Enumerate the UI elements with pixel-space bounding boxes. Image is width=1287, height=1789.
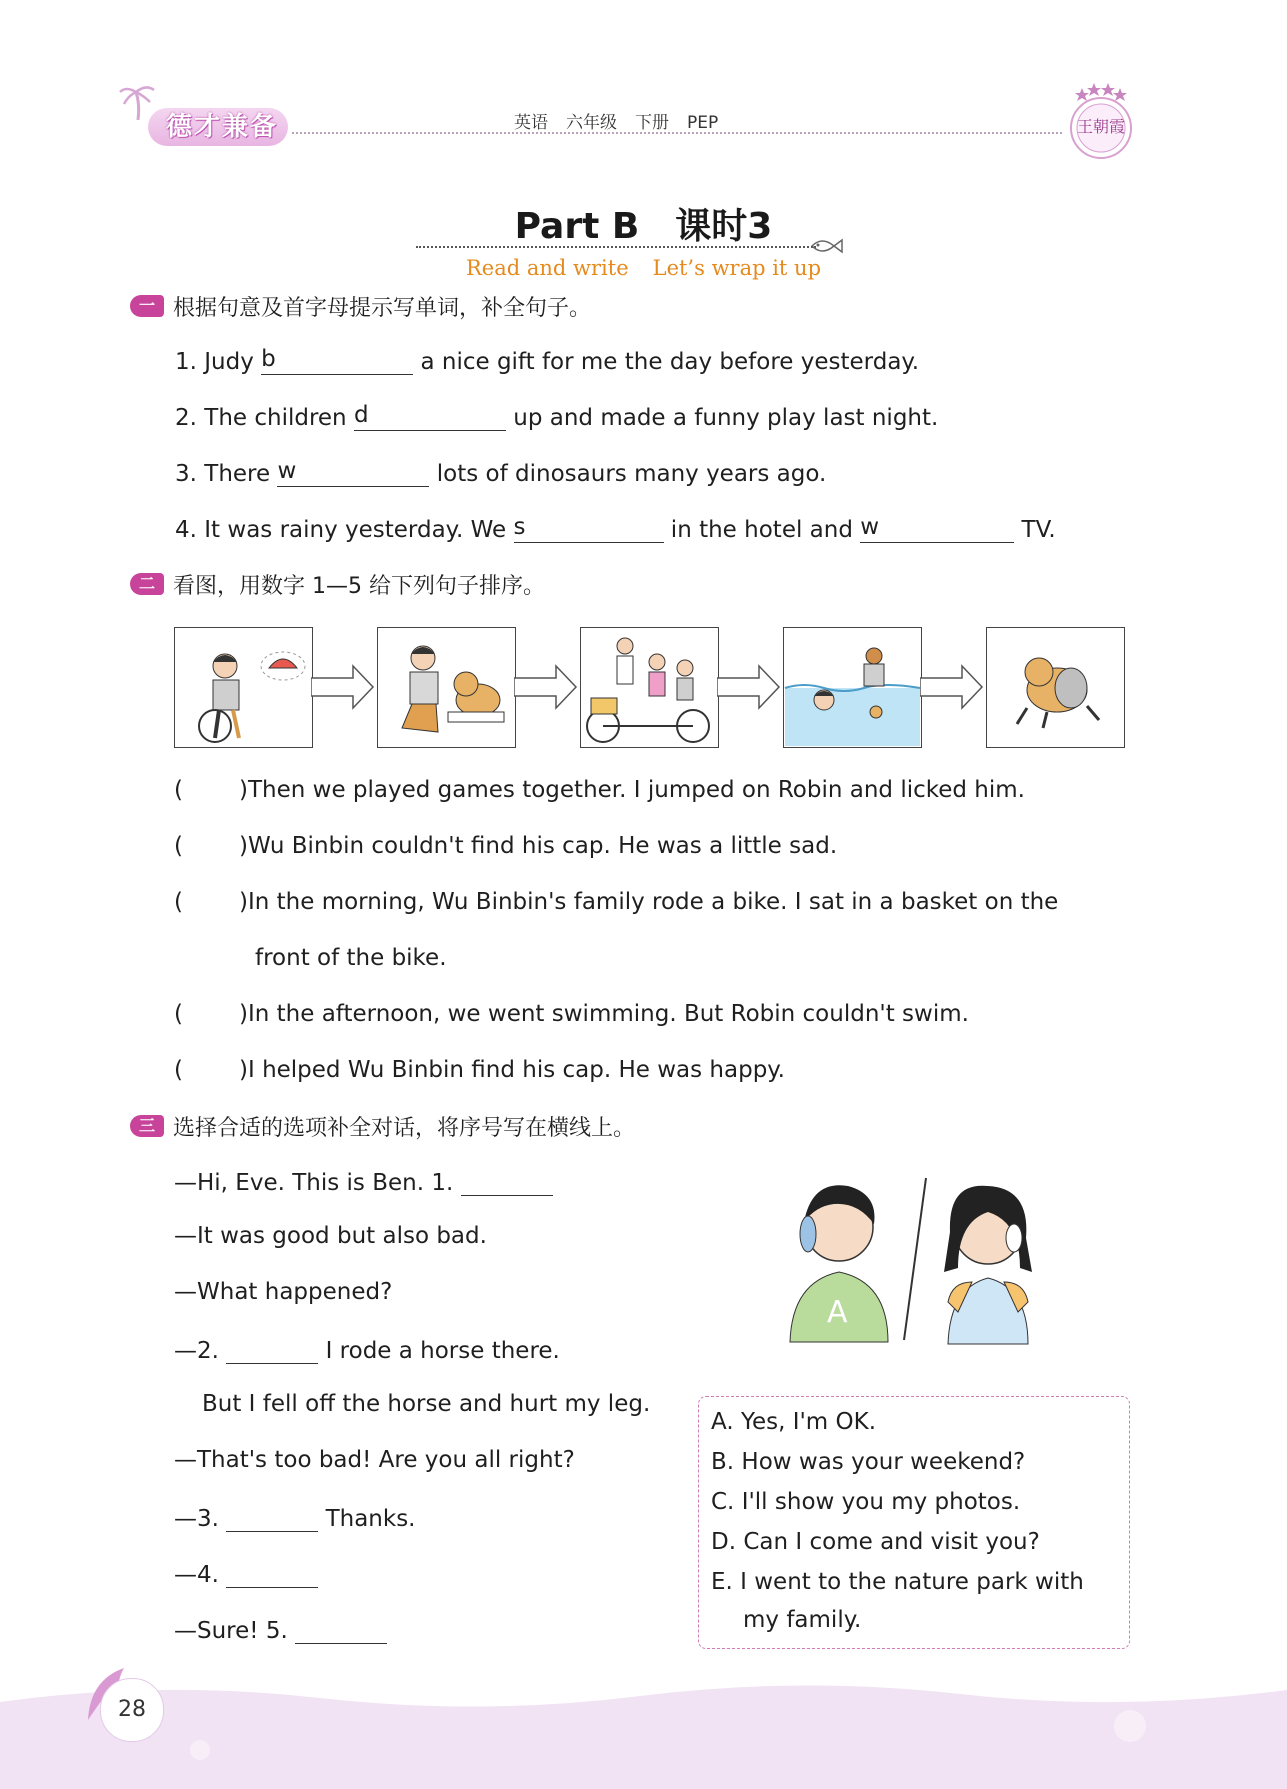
answer-blank[interactable] bbox=[226, 1335, 318, 1364]
picture-boy-lost-cap bbox=[174, 627, 313, 748]
item-text: in the hotel and bbox=[663, 517, 861, 543]
author-seal bbox=[1062, 80, 1140, 164]
answer-paren-open[interactable]: ( bbox=[174, 833, 183, 859]
answer-paren-open[interactable]: ( bbox=[174, 1057, 183, 1083]
picture-family-swimming bbox=[783, 627, 922, 748]
ordering-sentence-1 bbox=[174, 777, 1025, 803]
lesson-subtitle bbox=[0, 256, 1287, 280]
section-two-instruction: 看图，用数字 1—5 给下列句子排序。 bbox=[173, 574, 545, 599]
answer-paren-close: ) bbox=[238, 1057, 248, 1083]
option-letter: C. bbox=[711, 1489, 735, 1515]
option-text: How was your weekend? bbox=[741, 1449, 1026, 1475]
option-text: I'll show you my photos. bbox=[741, 1489, 1021, 1515]
arrow-right-icon bbox=[717, 664, 781, 710]
item-text: a nice gift for me the day before yesterday. bbox=[413, 349, 920, 375]
item-number: 1. bbox=[175, 349, 197, 375]
subtitle-left: Read and write bbox=[465, 256, 629, 280]
item-text: It was rainy yesterday. We bbox=[204, 517, 514, 543]
dialog-text: Thanks. bbox=[318, 1506, 416, 1532]
grade: 六年级 bbox=[566, 113, 617, 133]
arrow-right-icon bbox=[514, 664, 578, 710]
blank-number: 3. bbox=[197, 1506, 219, 1532]
arrow-right-icon bbox=[311, 664, 375, 710]
brand-logo bbox=[118, 82, 293, 148]
blank-number: 1. bbox=[431, 1170, 454, 1196]
exercise-item-4 bbox=[175, 514, 1056, 543]
fish-icon bbox=[810, 236, 846, 256]
hint-letter: w bbox=[860, 514, 880, 540]
dialog-line-5: But I fell off the horse and hurt my leg. bbox=[202, 1391, 651, 1417]
ordering-sentence-3 bbox=[174, 889, 1058, 915]
answer-paren-open[interactable]: ( bbox=[174, 889, 183, 915]
options-box bbox=[698, 1396, 1130, 1649]
answer-paren-close: ) bbox=[238, 833, 248, 859]
brand-name: 德才兼备 bbox=[165, 112, 278, 142]
answer-paren-open[interactable]: ( bbox=[174, 777, 183, 803]
dialog-line-2: —It was good but also bad. bbox=[174, 1223, 487, 1249]
item-text: up and made a funny play last night. bbox=[505, 405, 939, 431]
section-two-badge: 二 bbox=[130, 573, 164, 595]
dialog-text: — bbox=[174, 1338, 197, 1364]
answer-blank[interactable] bbox=[295, 1615, 387, 1644]
option-d bbox=[711, 1529, 1040, 1555]
answer-paren-close: ) bbox=[238, 777, 248, 803]
picture-family-riding-bike bbox=[580, 627, 719, 748]
seal-text: 王朝霞 bbox=[1076, 117, 1125, 136]
dialog-line-8 bbox=[174, 1559, 318, 1588]
answer-blank[interactable] bbox=[461, 1167, 553, 1196]
phone-call-illustration bbox=[782, 1172, 1057, 1348]
dialog-text: I rode a horse there. bbox=[318, 1338, 560, 1364]
book-info bbox=[514, 108, 736, 133]
dialog-text: — bbox=[174, 1562, 197, 1588]
edition: PEP bbox=[687, 113, 719, 133]
answer-paren-open[interactable]: ( bbox=[174, 1001, 183, 1027]
sentence-text: Then we played games together. I jumped on Robin and licked him. bbox=[247, 777, 1025, 803]
ordering-sentence-5 bbox=[174, 1057, 785, 1083]
dialog-line-6: —That's too bad! Are you all right? bbox=[174, 1447, 575, 1473]
hint-letter: w bbox=[277, 458, 297, 484]
exercise-item-3 bbox=[175, 458, 826, 487]
svg-text:A: A bbox=[827, 1295, 848, 1330]
item-number: 3. bbox=[175, 461, 197, 487]
item-text: The children bbox=[204, 405, 354, 431]
sentence-text: Wu Binbin couldn't find his cap. He was a little sad. bbox=[247, 833, 838, 859]
option-letter: D. bbox=[711, 1529, 737, 1555]
blank-number: 5. bbox=[265, 1618, 288, 1644]
option-letter: E. bbox=[711, 1569, 733, 1595]
answer-blank[interactable] bbox=[226, 1559, 318, 1588]
picture-dog-and-cap bbox=[986, 627, 1125, 748]
answer-blank[interactable] bbox=[277, 458, 429, 487]
item-text: TV. bbox=[1014, 517, 1056, 543]
page-title: Part B 课时3 bbox=[514, 206, 773, 247]
blank-number: 2. bbox=[197, 1338, 219, 1364]
option-text: Can I come and visit you? bbox=[743, 1529, 1040, 1555]
option-b bbox=[711, 1449, 1025, 1475]
title-divider bbox=[416, 246, 816, 248]
answer-blank[interactable] bbox=[226, 1503, 318, 1532]
dialog-line-9 bbox=[174, 1615, 387, 1644]
section-three-instruction: 选择合适的选项补全对话，将序号写在横线上。 bbox=[173, 1116, 636, 1141]
answer-paren-close: ) bbox=[238, 1001, 248, 1027]
answer-blank[interactable] bbox=[261, 346, 413, 375]
option-e bbox=[711, 1569, 1084, 1595]
option-a bbox=[711, 1409, 876, 1435]
exercise-item-2 bbox=[175, 402, 938, 431]
hint-letter: b bbox=[261, 346, 276, 372]
option-c bbox=[711, 1489, 1020, 1515]
item-text: lots of dinosaurs many years ago. bbox=[429, 461, 827, 487]
subtitle-right: Let’s wrap it up bbox=[652, 256, 822, 280]
dialog-text: —Sure! bbox=[174, 1618, 266, 1644]
dialog-text: — bbox=[174, 1506, 197, 1532]
section-three-badge: 三 bbox=[130, 1115, 164, 1137]
exercise-item-1 bbox=[175, 346, 919, 375]
answer-blank[interactable] bbox=[860, 514, 1014, 543]
page-number: 28 bbox=[100, 1678, 164, 1742]
sentence-text: In the afternoon, we went swimming. But Robin couldn't swim. bbox=[247, 1001, 969, 1027]
dialog-text: —Hi, Eve. This is Ben. bbox=[174, 1170, 432, 1196]
ordering-sentence-2 bbox=[174, 833, 837, 859]
section-one-instruction: 根据句意及首字母提示写单词，补全句子。 bbox=[173, 296, 592, 321]
dialog-line-1 bbox=[174, 1167, 553, 1196]
ordering-sentence-4 bbox=[174, 1001, 969, 1027]
hint-letter: s bbox=[513, 514, 526, 540]
ordering-sentence-3-continued: front of the bike. bbox=[255, 945, 447, 971]
option-e-continued: my family. bbox=[743, 1607, 862, 1633]
answer-blank[interactable] bbox=[354, 402, 506, 431]
blank-number: 4. bbox=[197, 1562, 219, 1588]
item-number: 4. bbox=[175, 517, 197, 543]
hint-letter: d bbox=[353, 402, 369, 428]
option-text: I went to the nature park with bbox=[740, 1569, 1084, 1595]
option-text: Yes, I'm OK. bbox=[740, 1409, 877, 1435]
item-text: There bbox=[204, 461, 278, 487]
option-letter: A. bbox=[711, 1409, 734, 1435]
item-number: 2. bbox=[175, 405, 197, 431]
dialog-line-3: —What happened? bbox=[174, 1279, 393, 1305]
subject: 英语 bbox=[514, 113, 548, 133]
volume: 下册 bbox=[635, 113, 669, 133]
dialog-line-4 bbox=[174, 1335, 560, 1364]
option-letter: B. bbox=[711, 1449, 735, 1475]
arrow-right-icon bbox=[920, 664, 984, 710]
sentence-text: I helped Wu Binbin find his cap. He was happy. bbox=[247, 1057, 785, 1083]
sentence-text: In the morning, Wu Binbin's family rode a bike. I sat in a basket on the bbox=[247, 889, 1059, 915]
item-text: Judy bbox=[204, 349, 262, 375]
dialog-line-7 bbox=[174, 1503, 416, 1532]
answer-blank[interactable] bbox=[514, 514, 664, 543]
answer-paren-close: ) bbox=[238, 889, 248, 915]
section-one-badge: 一 bbox=[130, 295, 164, 317]
picture-boy-with-dog bbox=[377, 627, 516, 748]
footer-wave bbox=[0, 1680, 1287, 1789]
